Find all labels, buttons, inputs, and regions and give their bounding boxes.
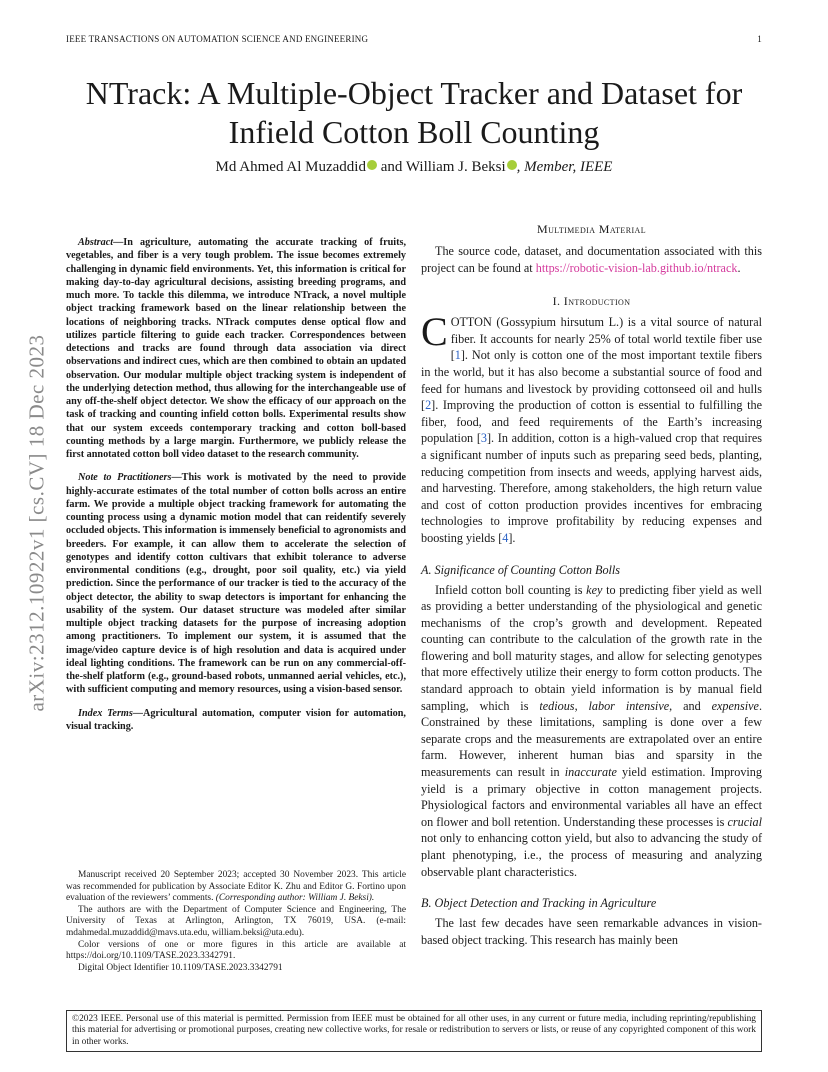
orcid-icon[interactable] <box>367 160 377 170</box>
abstract <box>66 236 406 461</box>
footnote-doi: Digital Object Identifier 10.1109/TASE.2023.3342791 <box>78 962 283 973</box>
copyright-notice: ©2023 IEEE. Personal use of this material is permitted. Permission from IEEE must be obtained for all other uses, in any current or future media, including reprinting/republishing this material for advertising or promotional purposes, creating new collective works, for resale or redistribution to servers or lists, or reuse of any copyrighted component of this work in other works. <box>66 1010 762 1052</box>
right-column <box>421 222 762 948</box>
citation-link[interactable]: 3 <box>480 431 487 446</box>
index-terms-label: Index Terms <box>78 707 133 719</box>
footnote-affiliation: The authors are with the Department of Computer Science and Engineering, The University of Texas at Arlington, Arlington, TX 76019, USA. (e-mail: mdahmedal.muzaddid@mavs.uta.edu, william.beksi@uta.edu). <box>66 904 406 938</box>
multimedia-heading: Multimedia Material <box>537 222 646 236</box>
practitioners-text: —This work is motivated by the need to provide highly-accurate estimates of the total number of cotton bolls across an entire farm. We provide a multiple object tracking framework for automating the counting process using a dynamic motion model that can reidentify severely occluded objects. This information is immensely beneficial to agronomists and breeders. For example, it can allow them to accelerate the selection of genotypes and identify cotton cultivars that exhibit tolerance to adverse environmental conditions (e.g., drought, poor soil quality, etc.) via yield prediction. Since the performance of our tracker is tied to the accuracy of the object detector, the ability to swap detectors is important for enhancing the usability of the system. Our dataset structure was modeled after similar multiple object tracking datasets for the purpose of increasing adoption among practitioners. To implement our system, it is assumed that the image/video capture device is of high resolution and data is acquired under ideal lighting conditions. The framework can be run on any commercial-off-the-shelf platform (e.g., ground-based robots, unmanned aerial vehicles, etc.), with sufficient computing and memory resources, using a vision-based sensor. <box>66 472 407 696</box>
introduction-paragraph: COTTON (Gossypium hirsutum L.) is a vital source of natural fiber. It accounts for nearly 25% of total world textile fiber use [1]. Not only is cotton one of the most important textile fibers in the world, but it has also become a substantial source of food and feed for humans and livestock by providing cottonseed oil and hulls [2]. Improving the production of cotton is essential to fulfilling the fiber, food, and feed requirements of the Earth’s increasing population [3]. In addition, cotton is a high-valued crop that requires a significant number of inputs such as preparing seed beds, planting, reducing competition from insects and weeds, applying harvest aids, and harvesting. Therefore, among stakeholders, the high return value and cost of cotton production provides incentives for embracing technologies to improve profitability by reducing expenses and boosting yields [4]. <box>421 309 762 545</box>
note-to-practitioners <box>66 471 406 696</box>
running-header <box>66 34 762 44</box>
section-a-heading: A. Significance of Counting Cotton Bolls <box>421 562 621 577</box>
footnote-color: Color versions of one or more figures in this article are available at https://doi.org/10.1109/TASE.2023.3342791. <box>66 939 406 962</box>
abstract-label: Abstract <box>78 237 114 248</box>
author-connector: and <box>376 159 406 175</box>
multimedia-paragraph: The source code, dataset, and documentation associated with this project can be found at https://robotic-vision-lab.github.io/ntrack. <box>421 244 762 275</box>
author-1: Md Ahmed Al Muzaddid <box>215 159 366 175</box>
paper-title: NTrack: A Multiple-Object Tracker and Dataset for Infield Cotton Boll Counting <box>85 75 743 150</box>
index-terms <box>66 707 406 734</box>
index-terms-text: —Agricultural automation, computer vision for automation, visual tracking. <box>66 707 406 732</box>
section-b-heading: B. Object Detection and Tracking in Agriculture <box>421 896 657 911</box>
author-suffix: , Member, IEEE <box>516 159 613 175</box>
page-number: 1 <box>757 34 762 44</box>
author-2: William J. Beksi <box>405 159 506 175</box>
citation-link[interactable]: 1 <box>454 348 461 363</box>
author-line <box>40 159 788 176</box>
journal-name: IEEE TRANSACTIONS ON AUTOMATION SCIENCE AND ENGINEERING <box>66 34 369 44</box>
citation-link[interactable]: 4 <box>502 530 509 545</box>
left-column <box>66 236 406 733</box>
arxiv-stamp <box>22 283 52 763</box>
section-b-paragraph: The last few decades have seen remarkable advances in vision-based object tracking. This research has mainly been <box>421 916 762 947</box>
introduction-heading: I. Introduction <box>552 294 631 309</box>
orcid-icon[interactable] <box>507 160 517 170</box>
footnotes <box>66 870 406 974</box>
section-a-paragraph: Infield cotton boll counting is key to predicting fiber yield as well as providing a better understanding of the physiological and genetic mechanisms of the crop’s growth and development. Repeated counting can contribute to the calculation of the growth rate in the flowering and boll maturity stages, and allow for selecting genotypes that more effectively utilize their energy to form cotton products. The standard approach to obtain yield information is by manual field sampling, which is tedious, labor intensive, and expensive. Constrained by these limitations, sampling is done over a few separate crops and the measurements are extrapolated over an entire farm. However, inherent human bias and sparsity in the measurements can result in inaccurate yield estimation. Improving yield is a primary objective in cotton management projects. Physiological factors and environmental variables all have an effect on flower and boll retention. Understanding these processes is crucial not only to enhancing cotton yield, but also to advancing the study of plant phenotyping, i.e., the process of measuring and analyzing observable plant characteristics. <box>421 582 762 879</box>
project-link[interactable]: https://robotic-vision-lab.github.io/ntrack <box>535 260 738 275</box>
abstract-text: —In agriculture, automating the accurate tracking of fruits, vegetables, and fiber is a very tough problem. The issue becomes extremely challenging in dynamic field environments. Yet, this information is critical for making day-to-day agricultural decisions, assisting breeding programs, and much more. To tackle this dilemma, we introduce NTrack, a novel multiple object tracking framework based on the linear relationship between the locations of neighboring tracks. NTrack computes dense optical flow and utilizes particle filtering to guide each tracker. Correspondences between detections and tracks are found through data association via direct observations and indirect cues, which are then combined to obtain an updated observation. Our modular multiple object tracking system is independent of the underlying detection method, thus allowing for the interchangeable use of any off-the-shelf object detector. We show the efficacy of our approach on the task of tracking and counting infield cotton bolls. Experimental results show that our system exceeds contemporary tracking and cotton boll-based counting methods by a large margin. Furthermore, we publicly release the first annotated cotton boll video dataset to the research community. <box>66 237 406 460</box>
drop-cap: C <box>421 309 448 355</box>
footnote-corresponding: (Corresponding author: William J. Beksi). <box>215 893 375 904</box>
practitioners-label: Note to Practitioners <box>78 472 172 484</box>
footnote-manuscript: Manuscript received 20 September 2023; accepted 30 November 2023. This article was recommended for publication by Associate Editor K. Zhu and Editor G. Fortino upon evaluation of the reviewers’ comments. (Corresponding author: William J. Beksi). <box>66 870 406 904</box>
arxiv-stamp-text: arXiv:2312.10922v1 [cs.CV] 18 Dec 2023 <box>24 334 49 712</box>
citation-link[interactable]: 2 <box>425 398 432 413</box>
